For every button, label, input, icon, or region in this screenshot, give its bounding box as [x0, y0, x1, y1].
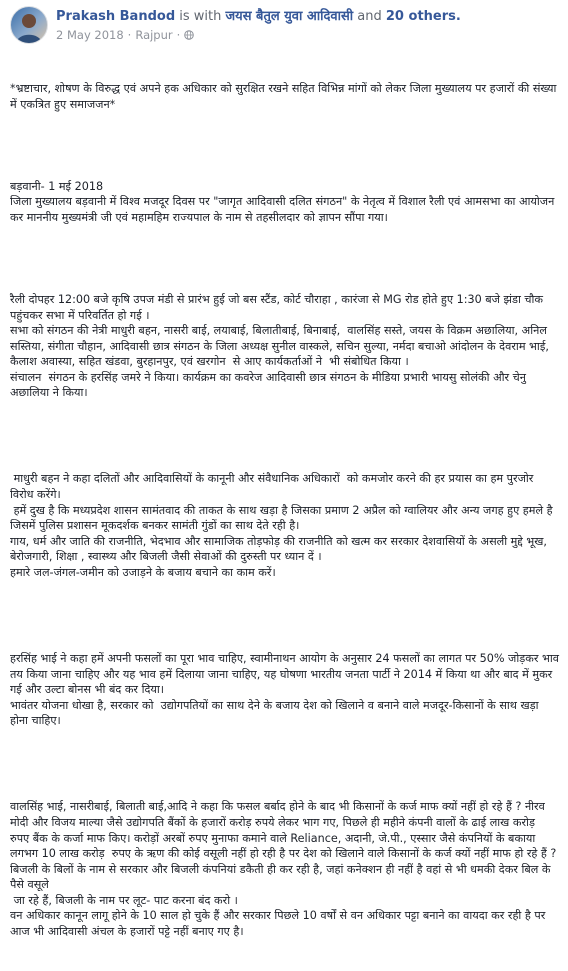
post-title-line — [56, 8, 461, 25]
tagged-page-link[interactable]: जयस बैतुल युवा आदिवासी — [225, 9, 354, 24]
post-headline: *भ्रष्टाचार, शोषण के विरुद्ध एवं अपने हक अधिकार को सुरक्षित रखने सहित विभिन्न मांगों को लेकर जिला मुख्यालय पर हजारों की संख्या में एकत्रित हुए समाजजन* — [10, 82, 560, 111]
post-paragraph-intro: बड़वानी- 1 मई 2018 जिला मुख्यालय बड़वानी में विश्व मजदूर दिवस पर "जागृत आदिवासी दलित संगठन" के नेतृत्व में विशाल रैली एवं आमसभा का आयोजन कर माननीय मुख्यमंत्री जी एवं महामहिम राज्यपाल के नाम से तहसीलदार को ज्ञापन सौंपा गया। — [10, 179, 555, 224]
post-paragraph-rally: रैली दोपहर 12:00 बजे कृषि उपज मंडी से प्रारंभ हुई जो बस स्टैंड, कोर्ट चौराहा , कारंजा से MG रोड होते हुए 1:30 बजे झंडा चौक पहुंचकर सभा में परिवर्तित हो गई । सभा को संगठन की नेत्री माधुरी बहन, नासरी बाई, लयाबाई, बिलातीबाई, बिनाबाई, वालसिंह सस्ते, जयस के विक्रम अछालिया, अनिल सस्तिया, संगीता चौहान, आदिवासी छात्र संगठन के जिला अध्यक्ष सुनील वास्कले, सचिन सुल्या, नर्मदा बचाओ आंदोलन के देवराम भाई, कैलाश अवास्या, सहित खंडवा, बुरहानपुर, एवं खरगोन से आए कार्यकर्ताओं ने भी संबोधित किया । संचालन संगठन के हरसिंह जमरे ने किया। कार्यक्रम का कवरेज आदिवासी छात्र संगठन के मीडिया प्रभारी भायसु सोलंकी और चेनु अछालिया ने किया। — [10, 292, 549, 400]
person-icon — [11, 7, 47, 43]
post-paragraph-walsingh: वालसिंह भाई, नासरीबाई, बिलाती बाई,आदि ने कहा कि फसल बर्बाद होने के बाद भी किसानों के कर्ज माफ क्यों नहीं हो रहे हैं ? नीरव मोदी और विजय माल्या जैसे उद्योगपति बैंकों के हजारों करोड़ रुपये लेकर भाग गए, पिछले ही महीने कंपनी वालों के ढाई लाख करोड़ रुपए बैंक के कर्जा माफ किए। करोड़ों अरबों रुपए मुनाफा कमाने वाले Reliance, अदानी, जे.पी., एस्सार जैसे कंपनियों के बकाया लगभग 10 लाख करोड़ रुपए के ऋण की कोई वसूली नहीं हो रही है पर देश को खिलाने वाले किसानों के कर्ज क्यों नहीं माफ हो रहे हैं ? बिजली के बिलों के नाम से सरकार और बिजली कंपनियां डकैती ही कर रही है, जहां कनेक्शन ही नहीं है वहां से भी धमकी देकर बिल के पैसे वसूले जा रहे हैं, बिजली के नाम पर लूट- पाट करना बंद करो । वन अधिकार कानून लागू होने के 10 साल हो चुके हैं और सरकार पिछले 10 वर्षों से वन अधिकार पट्टा बनाने का वायदा कर रही है पर आज भी आदिवासी अंचल के हजारों पट्टे नहीं बनाए गए है। — [10, 800, 557, 939]
post-paragraph-harsingh: हरसिंह भाई ने कहा हमें अपनी फसलों का पूरा भाव चाहिए, स्वामीनाथन आयोग के अनुसार 24 फसलों का लागत पर 50% जोड़कर भाव तय किया जाना चाहिए और यह भाव हमें दिलाया जाना चाहिए, यह घोषणा भारतीय जनता पार्टी ने 2014 में किया था और बाद में मुकर गई और उल्टा बोनस भी बंद कर दिया। भावंतर योजना धोखा है, सरकार को उद्योगपतियों का साथ देने के बजाय देश को खिलाने व बनाने वाले मजदूर-किसानों के साथ खड़ा होना चाहिए। — [10, 651, 559, 728]
separator-dot: · — [127, 28, 132, 42]
post-meta — [56, 6, 461, 43]
author-avatar[interactable] — [10, 6, 48, 44]
others-link[interactable]: 20 others. — [385, 9, 461, 24]
post-location-link[interactable]: Rajpur — [135, 28, 173, 42]
post-date-link[interactable]: 2 May 2018 — [56, 28, 124, 42]
globe-icon[interactable] — [184, 30, 194, 40]
author-name-link[interactable]: Prakash Bandod — [56, 9, 176, 24]
connector-text: is with — [175, 9, 226, 24]
post-paragraph-madhuri: माधुरी बहन ने कहा दलितों और आदिवासियों के कानूनी और संवैधानिक अधिकारों को कमजोर करने की हर प्रयास का हम पुरजोर विरोध करेंगे। हमें दुख है कि मध्यप्रदेश शासन सामंतवाद की ताकत के साथ खड़ा है जिसका प्रमाण 2 अप्रैल को ग्वालियर और अन्य जगह हुए हमले है जिसमें पुलिस प्रशासन मूकदर्शक बनकर सामंती गुंडों का साथ देते रही है। गाय, धर्म और जाति की राजनीति, भेदभाव और सामाजिक तोड़फोड़ की राजनीति को खत्म कर सरकार देशवासियों के असली मुद्दे भूख, बेरोजगारी, शिक्षा , स्वास्थ्य और बिजली जैसी सेवाओं की दुरुस्ती पर ध्यान दें । हमारे जल-जंगल-जमीन को उजाड़ने के बजाय बचाने का काम करें। — [10, 472, 553, 579]
separator-dot-2: · — [176, 28, 181, 42]
connector-text-2: and — [353, 9, 386, 24]
post-body — [10, 50, 560, 971]
post-header — [10, 6, 560, 50]
post-subline — [56, 27, 461, 43]
